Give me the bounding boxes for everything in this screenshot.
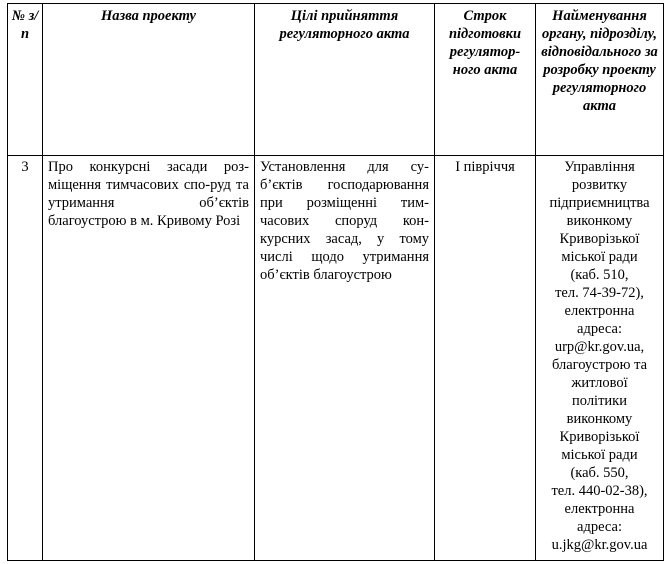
org-line: адреса: [577,321,622,337]
org-line: тел. 74-39-72), [555,285,644,301]
cell-project-name: Про конкурсні засади роз-міщення тимчасових спо-руд та утримання об’єктів благоустрою в м. Кривому Розі [43,156,255,561]
regulatory-plan-table [7,3,664,561]
org-line: міської ради [561,249,638,265]
org-line: Криворізької [559,429,640,445]
org-email-link[interactable]: urp@kr.gov.ua, [554,339,645,355]
org-line: підприємництва [549,195,650,211]
org-line: благоустрою та [551,357,648,373]
header-num: № з/п [8,4,43,156]
org-line: електронна [564,303,635,319]
org-line: Криворізької [559,231,640,247]
org-line: житлової [571,375,628,391]
cell-responsible-org [536,156,664,561]
header-goals: Цілі прийняття регуляторного акта [255,4,435,156]
org-line: тел. 440-02-38), [551,483,648,499]
org-line: виконкому [566,213,633,229]
org-line: Управління [564,159,635,175]
header-responsible-org: Найменування органу, підрозділу, відповідального за розробку проекту регуляторного акта [536,4,664,156]
org-line: (каб. 510, [570,267,629,283]
org-line: розвитку [571,177,628,193]
table-header-row [8,4,664,156]
org-line: виконкому [566,411,633,427]
header-project-name: Назва проекту [43,4,255,156]
org-email-link[interactable]: u.jkg@kr.gov.ua [551,537,648,553]
table-row [8,156,664,561]
org-line: політики [572,393,627,409]
org-line: міської ради [561,447,638,463]
page-cutoff-edge [0,558,670,564]
header-term: Строк підготовки регулятор-ного акта [435,4,536,156]
org-line: (каб. 550, [570,465,629,481]
cell-term: І півріччя [435,156,536,561]
org-line: адреса: [577,519,622,535]
cell-goals: Установлення для су-б’єктів господарювання при розміщенні тим-часових споруд кон-курсних засад, у тому числі щодо утримання об’єктів благоустрою [255,156,435,561]
cell-num: 3 [8,156,43,561]
org-line: електронна [564,501,635,517]
